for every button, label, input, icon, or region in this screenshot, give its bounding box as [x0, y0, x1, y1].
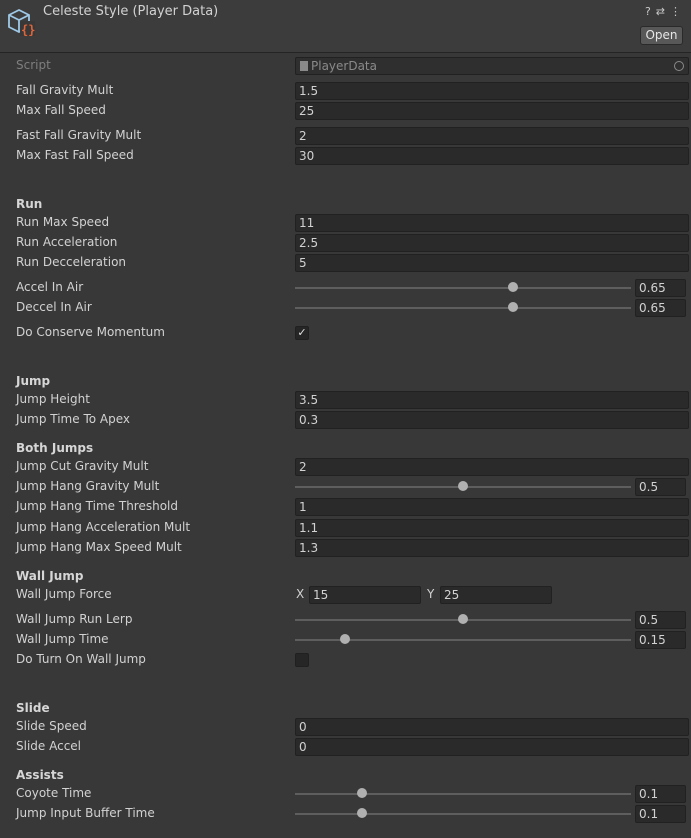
coyote-time-label: Coyote Time	[16, 786, 92, 800]
script-file-icon	[300, 61, 308, 71]
page-title: Celeste Style (Player Data)	[43, 4, 219, 19]
jump-hang-gravity-slider-knob[interactable]	[458, 481, 468, 491]
run-acceleration-label: Run Acceleration	[16, 235, 118, 249]
jump-input-buffer-row	[16, 805, 686, 823]
wall-jump-force-label: Wall Jump Force	[16, 587, 112, 601]
jump-hang-gravity-label: Jump Hang Gravity Mult	[16, 479, 160, 493]
both-jumps-header-row	[16, 440, 686, 458]
wall-jump-header-row	[16, 568, 686, 586]
max-fall-speed-label: Max Fall Speed	[16, 103, 106, 117]
run-decceleration-row	[16, 254, 686, 272]
open-button[interactable]: Open	[640, 26, 683, 45]
accel-in-air-input[interactable]: 0.65	[635, 279, 686, 297]
wall-jump-run-lerp-row	[16, 611, 686, 629]
max-fall-speed-input[interactable]: 25	[295, 102, 689, 120]
run-max-speed-label: Run Max Speed	[16, 215, 110, 229]
script-value: PlayerData	[311, 59, 377, 73]
run-max-speed-input[interactable]: 11	[295, 214, 689, 232]
fast-fall-gravity-mult-input[interactable]: 2	[295, 127, 689, 145]
jump-header: Jump	[16, 374, 51, 388]
assists-header: Assists	[16, 768, 64, 782]
turn-on-wall-jump-checkbox[interactable]	[295, 653, 309, 667]
wall-jump-time-label: Wall Jump Time	[16, 632, 109, 646]
jump-hang-accel-label: Jump Hang Acceleration Mult	[16, 520, 191, 534]
jump-height-label: Jump Height	[16, 392, 90, 406]
coyote-time-slider-track[interactable]	[295, 793, 631, 795]
run-max-speed-row	[16, 214, 686, 232]
run-header: Run	[16, 197, 43, 211]
script-field[interactable]	[295, 57, 689, 75]
slide-header: Slide	[16, 701, 50, 715]
jump-hang-accel-row	[16, 519, 686, 537]
wall-jump-force-y-label: Y	[427, 587, 435, 601]
slide-accel-input[interactable]: 0	[295, 738, 689, 756]
help-icon[interactable]: ?	[644, 5, 651, 18]
settings-icon[interactable]: ⇄	[655, 5, 665, 18]
jump-hang-max-speed-row	[16, 539, 686, 557]
run-acceleration-input[interactable]: 2.5	[295, 234, 689, 252]
slide-accel-label: Slide Accel	[16, 739, 82, 753]
scriptable-object-icon	[6, 7, 36, 37]
turn-on-wall-jump-label: Do Turn On Wall Jump	[16, 652, 146, 666]
slide-speed-label: Slide Speed	[16, 719, 87, 733]
wall-jump-time-slider-knob[interactable]	[340, 634, 350, 644]
assists-header-row	[16, 767, 686, 785]
accel-in-air-row	[16, 279, 686, 297]
jump-hang-max-speed-input[interactable]: 1.3	[295, 539, 689, 557]
slide-accel-row	[16, 738, 686, 756]
jump-header-row	[16, 373, 686, 391]
slide-speed-input[interactable]: 0	[295, 718, 689, 736]
wall-jump-force-x-label: X	[296, 587, 305, 601]
wall-jump-run-lerp-label: Wall Jump Run Lerp	[16, 612, 133, 626]
fast-fall-gravity-mult-row	[16, 127, 686, 145]
accel-in-air-slider-knob[interactable]	[508, 282, 518, 292]
wall-jump-time-input[interactable]: 0.15	[635, 631, 686, 649]
wall-jump-run-lerp-input[interactable]: 0.5	[635, 611, 686, 629]
wall-jump-run-lerp-slider-knob[interactable]	[458, 614, 468, 624]
jump-time-to-apex-label: Jump Time To Apex	[16, 412, 130, 426]
jump-hang-gravity-row	[16, 478, 686, 496]
jump-height-input[interactable]: 3.5	[295, 391, 689, 409]
wall-jump-force-y-input[interactable]: 25	[440, 586, 552, 604]
max-fast-fall-speed-row	[16, 147, 686, 165]
run-acceleration-row	[16, 234, 686, 252]
wall-jump-time-row	[16, 631, 686, 649]
slide-header-row	[16, 700, 686, 718]
run-decceleration-input[interactable]: 5	[295, 254, 689, 272]
max-fast-fall-speed-input[interactable]: 30	[295, 147, 689, 165]
deccel-in-air-input[interactable]: 0.65	[635, 299, 686, 317]
deccel-in-air-slider-knob[interactable]	[508, 302, 518, 312]
jump-input-buffer-slider-track[interactable]	[295, 813, 631, 815]
jump-time-to-apex-row	[16, 411, 686, 429]
accel-in-air-label: Accel In Air	[16, 280, 84, 294]
jump-hang-max-speed-label: Jump Hang Max Speed Mult	[16, 540, 182, 554]
jump-hang-gravity-input[interactable]: 0.5	[635, 478, 686, 496]
fast-fall-gravity-mult-label: Fast Fall Gravity Mult	[16, 128, 142, 142]
wall-jump-force-x-input[interactable]: 15	[309, 586, 421, 604]
object-picker-icon[interactable]	[674, 61, 684, 71]
wall-jump-header: Wall Jump	[16, 569, 84, 583]
turn-on-wall-jump-row	[16, 651, 686, 669]
wall-jump-force-row	[16, 586, 686, 604]
slide-speed-row	[16, 718, 686, 736]
deccel-in-air-row	[16, 299, 686, 317]
accel-in-air-slider-track[interactable]	[295, 287, 631, 289]
jump-hang-threshold-input[interactable]: 1	[295, 498, 689, 516]
max-fall-speed-row	[16, 102, 686, 120]
jump-input-buffer-input[interactable]: 0.1	[635, 805, 686, 823]
conserve-momentum-label: Do Conserve Momentum	[16, 325, 165, 339]
script-row	[16, 57, 686, 75]
inspector-header	[0, 0, 691, 53]
coyote-time-row	[16, 785, 686, 803]
jump-cut-gravity-row	[16, 458, 686, 476]
jump-cut-gravity-label: Jump Cut Gravity Mult	[16, 459, 149, 473]
jump-hang-accel-input[interactable]: 1.1	[295, 519, 689, 537]
fall-gravity-mult-label: Fall Gravity Mult	[16, 83, 114, 97]
fall-gravity-mult-input[interactable]: 1.5	[295, 82, 689, 100]
coyote-time-slider-knob[interactable]	[357, 788, 367, 798]
jump-hang-threshold-row	[16, 498, 686, 516]
script-label: Script	[16, 58, 51, 72]
deccel-in-air-label: Deccel In Air	[16, 300, 92, 314]
menu-icon[interactable]: ⋮	[670, 5, 681, 18]
svg-text:{}: {}	[21, 23, 36, 37]
jump-input-buffer-label: Jump Input Buffer Time	[16, 806, 155, 820]
both-jumps-header: Both Jumps	[16, 441, 94, 455]
max-fast-fall-speed-label: Max Fast Fall Speed	[16, 148, 134, 162]
deccel-in-air-slider-track[interactable]	[295, 307, 631, 309]
fall-gravity-mult-row	[16, 82, 686, 100]
conserve-momentum-row	[16, 324, 686, 342]
jump-hang-threshold-label: Jump Hang Time Threshold	[16, 499, 178, 513]
coyote-time-input[interactable]: 0.1	[635, 785, 686, 803]
jump-time-to-apex-input[interactable]: 0.3	[295, 411, 689, 429]
jump-input-buffer-slider-knob[interactable]	[357, 808, 367, 818]
run-decceleration-label: Run Decceleration	[16, 255, 127, 269]
conserve-momentum-checkbox[interactable]: ✓	[295, 326, 309, 340]
run-header-row	[16, 196, 686, 214]
jump-height-row	[16, 391, 686, 409]
jump-cut-gravity-input[interactable]: 2	[295, 458, 689, 476]
